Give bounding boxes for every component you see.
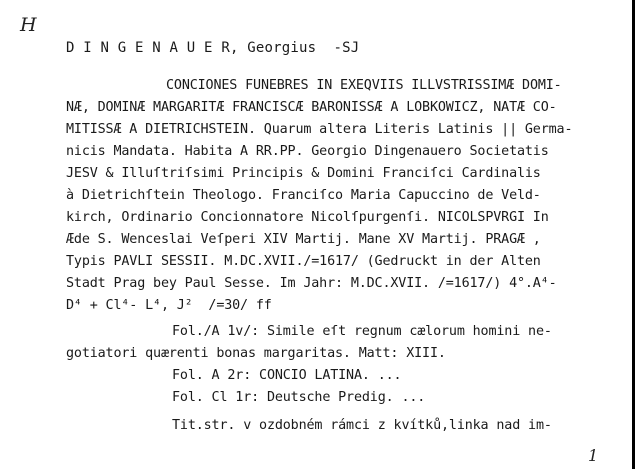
text-line-3: MITISSÆ A DIETRICHSTEIN. Quarum altera Literis Latinis || Germa- <box>66 122 573 137</box>
text-line-12: Fol./A 1v/: Simile eſt regnum cælorum homini ne- <box>172 324 552 339</box>
text-line-10: Stadt Prag bey Paul Sesse. Im Jahr: M.DC.XVII. /=1617/) 4°.A⁴- <box>66 276 557 291</box>
text-line-11: D⁴ + Cl⁴- L⁴, J² /=30/ ff <box>66 298 272 313</box>
text-line-2: NÆ, DOMINÆ MARGARITÆ FRANCISCÆ BARONISSÆ A LOBKOWICZ, NATÆ CO- <box>66 100 557 115</box>
text-line-14: Fol. A 2r: CONCIO LATINA. ... <box>172 368 402 383</box>
text-line-8: Æde S. Wenceslai Veſperi XIV Martij. Mane XV Martij. PRAGÆ , <box>66 232 541 247</box>
text-line-4: nicis Mandata. Habita A RR.PP. Georgio Dingenauero Societatis <box>66 144 549 159</box>
card-heading: D I N G E N A U E R, Georgius -SJ <box>66 40 360 56</box>
text-line-13: gotiatori quærenti bonas margaritas. Matt: XIII. <box>66 346 446 361</box>
text-line-9: Typis PAVLI SESSII. M.DC.XVII./=1617/ (Gedruckt in der Alten <box>66 254 541 269</box>
text-line-1: CONCIONES FUNEBRES IN EXEQVIIS ILLVSTRISSIMÆ DOMI- <box>166 78 562 93</box>
text-line-5: JESV & Illuſtriſsimi Principis & Domini Franciſci Cardinalis <box>66 166 541 181</box>
text-line-7: kirch, Ordinario Concionnatore Nicolſpurgenſi. NICOLSPVRGI In <box>66 210 549 225</box>
corner-mark: H <box>20 14 37 36</box>
page-number: 1 <box>588 446 599 465</box>
text-line-6: à Dietrichſtein Theologo. Franciſco Maria Capuccino de Veld- <box>66 188 541 203</box>
text-line-16: Tit.str. v ozdobném rámci z kvítků,linka nad im- <box>172 418 552 433</box>
text-line-15: Fol. Cl 1r: Deutsche Predig. ... <box>172 390 426 405</box>
